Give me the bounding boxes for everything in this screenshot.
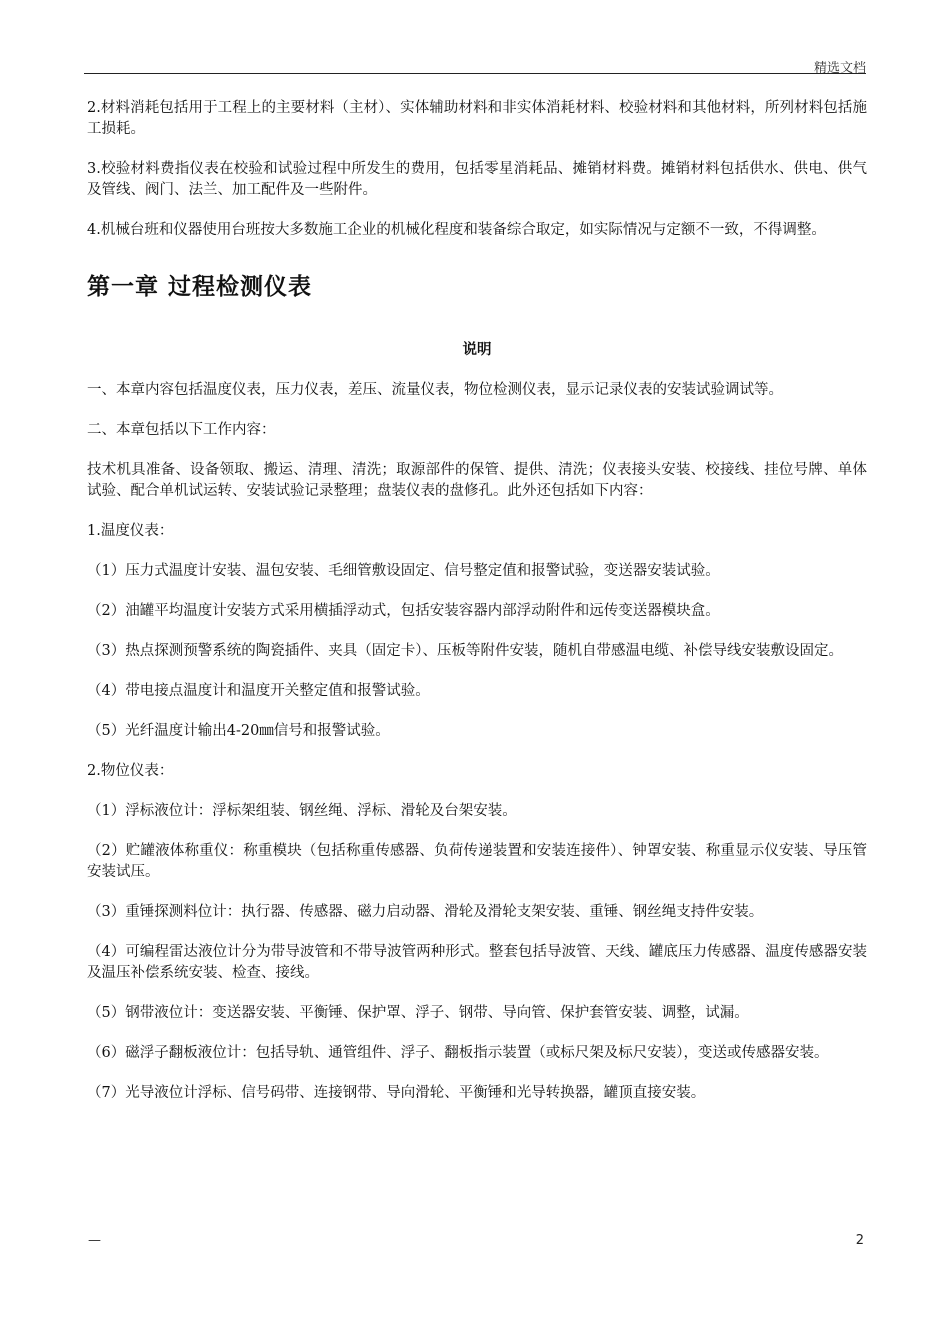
list-item: （5）钢带液位计：变送器安装、平衡锤、保护罩、浮子、钢带、导向管、保护套管安装、调整，试漏。	[87, 1005, 749, 1021]
list-item: （5）光纤温度计输出4-20㎜信号和报警试验。	[87, 723, 390, 739]
list-heading-level: 2.物位仪表：	[87, 763, 174, 779]
list-item: （2）油罐平均温度计安装方式采用横插浮动式，包括安装容器内部浮动附件和远传变送器模块盒。	[87, 603, 720, 619]
section-title: 说明	[462, 342, 492, 358]
intro-paragraph-4: 4.机械台班和仪器使用台班按大多数施工企业的机械化程度和装备综合取定，如实际情况与定额不一致，不得调整。	[87, 222, 826, 238]
chapter-title: 第一章 过程检测仪表	[87, 274, 313, 300]
header-label: 精选文档	[813, 61, 866, 76]
list-item: （4）带电接点温度计和温度开关整定值和报警试验。	[87, 683, 430, 699]
header-divider	[84, 73, 866, 74]
body-paragraph: 二、本章包括以下工作内容：	[87, 422, 276, 438]
page-number: 2	[855, 1233, 864, 1248]
intro-paragraph-2: 2.材料消耗包括用于工程上的主要材料（主材）、实体辅助材料和非实体消耗材料、校验材料和其他材料，所列材料包括施工损耗。	[87, 100, 867, 137]
intro-paragraph-3: 3.校验材料费指仪表在校验和试验过程中所发生的费用，包括零星消耗品、摊销材料费。摊销材料包括供水、供电、供气及管线、阀门、法兰、加工配件及一些附件。	[87, 161, 867, 198]
body-paragraph: 技术机具准备、设备领取、搬运、清理、清洗；取源部件的保管、提供、清洗；仪表接头安装、校接线、挂位号牌、单体试验、配合单机试运转、安装试验记录整理；盘装仪表的盘修孔。此外还包括如下内容：	[87, 462, 867, 499]
list-item: （6）磁浮子翻板液位计：包括导轨、通管组件、浮子、翻板指示装置（或标尺架及标尺安装），变送或传感器安装。	[87, 1045, 829, 1061]
body-paragraph: 一、本章内容包括温度仪表，压力仪表，差压、流量仪表，物位检测仪表，显示记录仪表的安装试验调试等。	[87, 382, 783, 398]
list-item: （3）重锤探测料位计：执行器、传感器、磁力启动器、滑轮及滑轮支架安装、重锤、钢丝绳支持件安装。	[87, 904, 764, 920]
list-item: （7）光导液位计浮标、信号码带、连接钢带、导向滑轮、平衡锤和光导转换器，罐顶直接安装。	[87, 1085, 706, 1101]
list-heading-temperature: 1.温度仪表：	[87, 523, 174, 539]
list-item: （1）压力式温度计安装、温包安装、毛细管敷设固定、信号整定值和报警试验，变送器安装试验。	[87, 563, 720, 579]
list-item: （3）热点探测预警系统的陶瓷插件、夹具（固定卡）、压板等附件安装，随机自带感温电缆、补偿导线安装敷设固定。	[87, 643, 843, 659]
footer-dash: —	[88, 1233, 101, 1248]
page-content	[87, 98, 867, 1104]
list-item: （1）浮标液位计：浮标架组装、钢丝绳、浮标、滑轮及台架安装。	[87, 803, 517, 819]
list-item: （4）可编程雷达液位计分为带导波管和不带导波管两种形式。整套包括导波管、天线、罐底压力传感器、温度传感器安装及温压补偿系统安装、检查、接线。	[87, 944, 867, 981]
list-item: （2）贮罐液体称重仪：称重模块（包括称重传感器、负荷传递装置和安装连接件）、钟罩安装、称重显示仪安装、导压管安装试压。	[87, 843, 867, 880]
